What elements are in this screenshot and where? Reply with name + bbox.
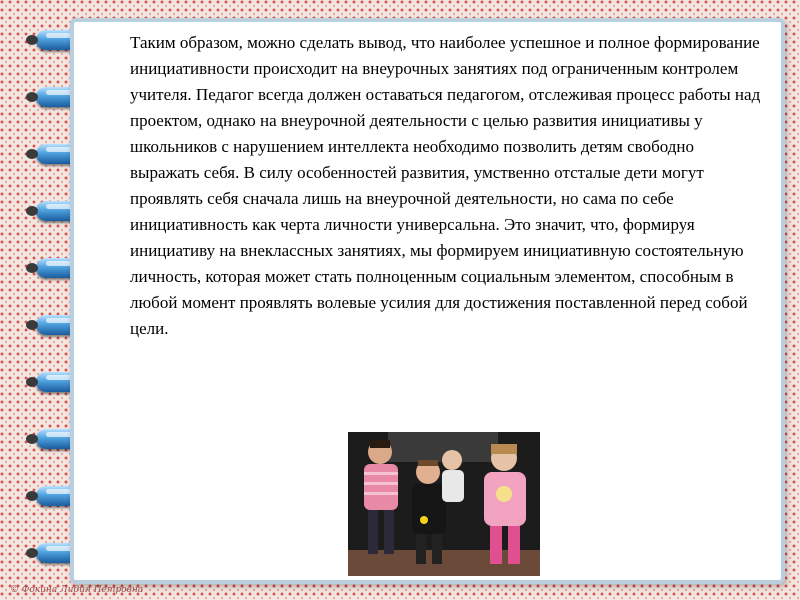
author-watermark: © Фокина Лидия Петровна xyxy=(10,585,144,595)
children-photo-icon xyxy=(348,432,540,576)
children-photo xyxy=(348,432,540,576)
body-paragraph: Таким образом, можно сделать вывод, что наиболее успешное и полное формирование инициативности происходит на внеурочных занятиях под ограниченным контролем учителя. Педагог всегда должен оставаться педагогом, отслеживая процесс работы над проектом, однако на внеурочной деятельности с целью развития инициативы у школьников с нарушением интеллекта необходимо позволить детям свободно выражать себя. В силу особенностей развития, умственно отсталые дети могут проявлять себя сначала лишь на внеурочной деятельности, но сама по себе инициативность как черта личности универсальна. Это значит, что, формируя инициативу на внеклассных занятиях, мы формируем инициативную состоятельную личность, которая может стать полноценным социальным элементом, способным в любой момент проявлять волевые усилия для достижения поставленной перед собой цели. xyxy=(130,33,761,338)
